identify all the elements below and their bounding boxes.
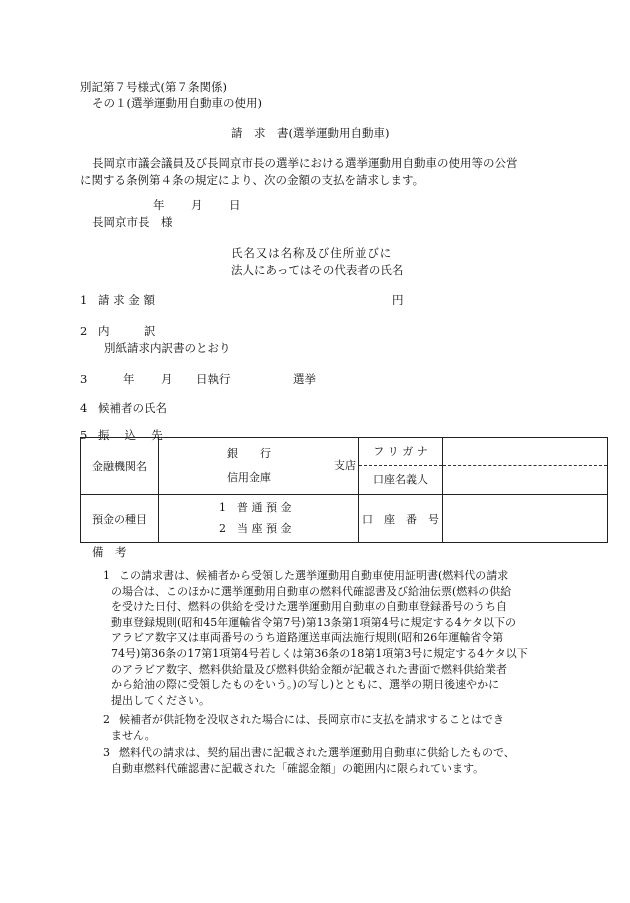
furigana-holder-label-cell <box>359 438 443 495</box>
item4-label: 候補者の氏名 <box>98 401 167 415</box>
remark-3-number: 3 <box>103 746 110 759</box>
holder-input-cell[interactable] <box>443 438 608 495</box>
claimant-line-1: 氏名又は名称及び住所並びに <box>231 246 393 260</box>
remark-1-line-7: のアラビア数字、燃料供給量及び燃料供給金額が記載された書面で燃料供給業者 <box>111 662 507 676</box>
remark-1-number: 1 <box>103 569 110 582</box>
document-title: 請 求 書(選挙運動用自動車) <box>231 126 390 140</box>
item4-number: 4 <box>80 401 88 415</box>
account-number-field[interactable] <box>443 495 608 543</box>
deposit-type-cell[interactable] <box>159 495 359 543</box>
institution-cell[interactable] <box>159 438 359 495</box>
form-subtitle: その１(選挙運動用自動車の使用) <box>92 96 262 110</box>
remarks-title: 備 考 <box>92 545 127 559</box>
date-day: 日 <box>229 198 241 212</box>
item2-number: 2 <box>80 324 88 338</box>
remark-3-line-1: 燃料代の請求は、契約届出書に記載された選挙運動用自動車に供給したもので、 <box>119 746 515 759</box>
branch-label: 支店 <box>334 459 356 472</box>
remark-1-line-1: この請求書は、候補者から受領した選挙運動用自動車使用証明書(燃料代の請求 <box>119 569 509 582</box>
remark-1-line-3: を受けた日付、燃料の供給を受けた選挙運動用自動車の自動車登録番号のうち自 <box>111 600 507 614</box>
claimant-line-2: 法人にあってはその代表者の氏名 <box>231 263 404 277</box>
form-number: 別記第７号様式(第７条関係) <box>80 80 227 94</box>
item3-number: 3 <box>80 372 88 386</box>
bank-label: 銀 行 <box>227 447 271 460</box>
item3-execution-day: 日執行 <box>196 372 231 386</box>
addressee: 長岡京市長 様 <box>92 215 173 229</box>
item1-unit: 円 <box>392 293 404 307</box>
deposit-option-current[interactable]: 2 当 座 預 金 <box>219 522 292 535</box>
item2-label: 内 訳 <box>98 324 156 338</box>
institution-label-cell <box>81 438 159 495</box>
remark-2-line-1: 候補者が供託物を没収された場合には、長岡京市に支払を請求することはでき <box>119 713 504 726</box>
remark-1-line-5: アラビア数字又は車両番号のうち道路運送車両法施行規則(昭和26年運輸省令第 <box>111 631 504 645</box>
deposit-option-ordinary[interactable]: 1 普 通 預 金 <box>219 501 292 514</box>
remark-1-line-9: 提出してください。 <box>111 693 210 707</box>
furigana-field[interactable] <box>443 438 607 466</box>
remark-1-line-8: から給油の際に受領したものをいう。)の写し)とともに、選挙の期日後速やかに <box>111 678 500 692</box>
item5-label: 振 込 先 <box>98 428 163 442</box>
account-number-label-cell <box>359 495 443 543</box>
deposit-type-label-cell <box>81 495 159 543</box>
date-month: 月 <box>191 198 203 212</box>
item3-month: 月 <box>161 372 173 386</box>
date-year: 年 <box>153 198 165 212</box>
item1-number: 1 <box>80 293 88 307</box>
account-number-label: 口 座 番 号 <box>362 512 439 526</box>
remark-2-line-2: ません。 <box>111 728 156 742</box>
account-holder-label: 口座名義人 <box>373 473 428 486</box>
furigana-label: フ リ ガ ナ <box>359 438 442 466</box>
deposit-type-label: 預金の種目 <box>92 512 147 526</box>
remark-2-number: 2 <box>103 713 110 726</box>
item3-year: 年 <box>123 372 135 386</box>
item3-election: 選挙 <box>293 372 316 386</box>
item5-number: 5 <box>80 428 88 442</box>
remark-1-line-6: 74号)第36条の17第1項第4号若しくは第36条の18第1項第3号に規定する4ケタ以下 <box>111 647 528 660</box>
bank-transfer-table <box>80 437 608 543</box>
credit-union-label: 信用金庫 <box>227 471 271 484</box>
remark-3-line-2: 自動車燃料代確認書に記載された「確認金額」の範囲内に限られています。 <box>111 761 485 775</box>
remark-1-line-2: の場合は、このほかに選挙運動用自動車の燃料代確認書及び給油伝票(燃料の供給 <box>111 584 512 598</box>
intro-line-2: に関する条例第４条の規定により、次の金額の支払を請求します。 <box>80 173 425 187</box>
item1-label: 請 求 金 額 <box>98 293 155 307</box>
intro-line-1: 長岡京市議会議員及び長岡京市長の選挙における選挙運動用自動車の使用等の公営 <box>92 156 518 170</box>
item2-detail: 別紙請求内訳書のとおり <box>104 341 231 355</box>
remark-1-line-4: 動車登録規則(昭和45年運輸省令第7号)第13条第1項第4号に規定する4ケタ以下の <box>111 615 517 629</box>
institution-label: 金融機関名 <box>92 460 147 473</box>
account-holder-field[interactable] <box>443 466 607 494</box>
